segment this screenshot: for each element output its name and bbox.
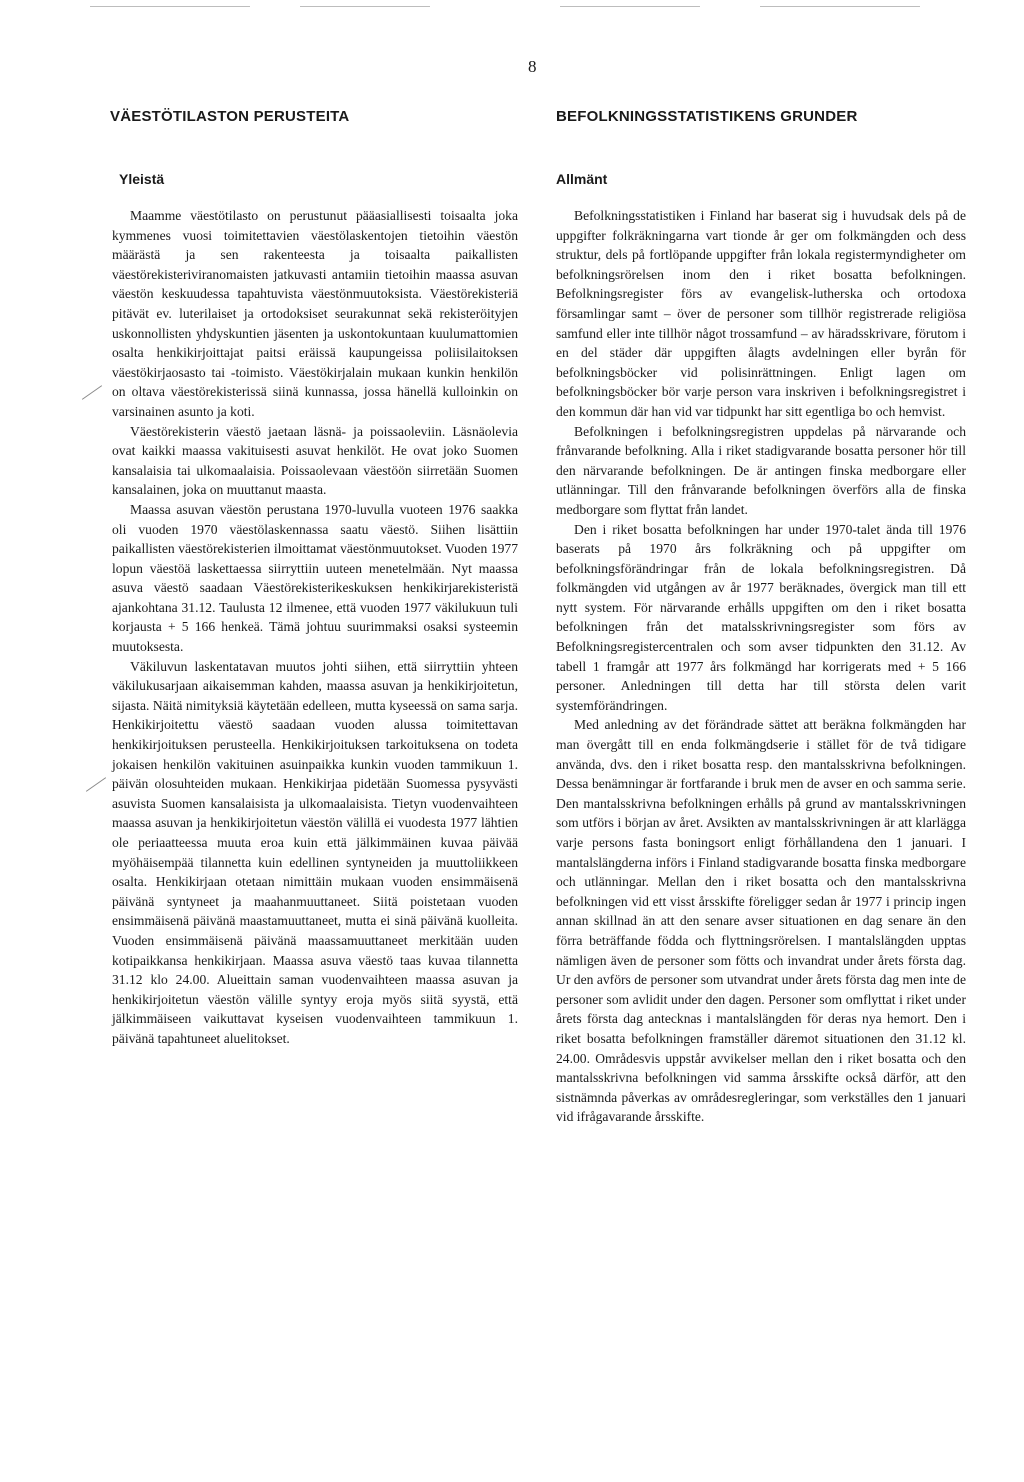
paragraph: Väkiluvun laskentatavan muutos johti siihen, että siirryttiin yhteen väkilukusarjaan aikaisemman kahden, maassa asuvan ja henkikirjoitetun, sijasta. Näitä nimityksiä käytetään edelleen, mutta kyseessä on sama sarja. Henkikirjoitettu väestö saadaan vuoden alussa toimitettavan henkikirjoituksen perusteella. Henkikirjoituksen tarkoituksena on todeta jokaisen henkilön vakituinen asuinpaikka kunkin vuoden tammikuun 1. päivän olosuhteiden mukaan. Henkikirjaa pidetään Suomessa pysyvästi asuvista Suomen kansalaisista ja ulkomaalaisista. Tietyn vuodenvaihteen maassa asuvan ja henkikirjoitetun väestön välillä ei vuodesta 1977 lähtien ole periaatteessa muuta eroa kuin että jälkimmäinen kuvaa päivää myöhäisempää tilannetta kuin edellinen syntyneiden ja muuttoliikkeen osalta. Henkikirjaan otetaan nimittäin mukaan vuoden ensimmäisenä päivänä syntyneet ja maahanmuuttaneet. Siitä poistetaan vuoden ensimmäisenä päivänä maastamuuttaneet, mutta ei sinä päivänä kuolleita. Vuoden ensimmäisenä päivänä maassamuuttaneet merkitään uuden kotipaikkansa henkikirjaan. Maassa asuva väestö taas kuvaa tilannetta 31.12 klo 24.00. Alueittain saman vuodenvaihteen maassa asuvan ja henkikirjoitetun väestön välille syntyy eroja myös siitä syystä, että jälkimmäiseen vaikuttavat kyseisen vuodenvaihteen tammikuun 1. päivänä tapahtuneet aluelitokset.	[112, 658, 518, 1046]
paragraph: Med anledning av det förändrade sättet att beräkna folkmängden har man övergått till en enda folkmängdserie i stället för de två tidigare använda, dvs. den i riket bosatta resp. den mantalsskrivna befolkningen. Dessa benämningar är fortfarande i bruk men de avser en och samma serie. Den mantalsskrivna befolkningen erhålls på grund av mantalsskrivningen som utförs i början av året. Avsikten av mantalsskrivningen är att klarlägga varje persons fasta boningsort enligt förhållandena den 1 januari. I mantalslängderna införs i Finland stadigvarande bosatta finska medborgare och utlänningar. Mellan den i riket bosatta och den mantalsskrivna befolkningen vid ett visst årsskifte föreligger sedan år 1977 i princip ingen annan skillnad än att den senare avser situationen en dag senare än den förra beträffande födda och flyttningsrörelsen. I mantalslängden upptas nämligen även de personer som fötts och invandrat under årets första dag. Ur den avförs de personer som utvandrat under årets första dag men inte de personer som avlidit under den dagen. Personer som omflyttat i riket under årets första dag antecknas i mantalslängden för deras nya hemort. Den i riket bosatta befolkningen framställer däremot situationen den 31.12 kl. 24.00. Områdesvis uppstår avvikelser mellan den i riket bosatta och den mantalsskrivna befolkningen vid samma årsskifte också därför, att den sistnämnda påverkas av områdesregleringar, som verkställes den 1 januari vid ifrågavarande årsskifte.	[556, 717, 966, 1125]
paragraph: Den i riket bosatta befolkningen har under 1970-talet ända till 1976 baserats på 1970 års folkräkning och på uppgifter om befolkningsförändringar från de lokala befolkningsregistren. Då folkmängden vid utgången av år 1977 beräknades, övergick man till ett nytt system. För närvarande erhålls uppgiften om den i riket bosatta befolkningen från det matalsskrivningsregister som förs av Befolkningsregistercentralen och som avser tidpunkten den 31.12. Av tabell 1 framgår att 1977 års folkmängd har korrigerats med + 5 166 personer. Anledningen till detta har till största delen varit systemförändringen.	[556, 521, 966, 713]
scan-edge-line	[760, 6, 920, 7]
paragraph: Maamme väestötilasto on perustunut pääasiallisesti toisaalta joka kymmenes vuosi toimitettavien väestölaskentojen tietoihin väestön määrästä ja sen rakenteesta ja toisaalta paikallisten väestörekisteriviranomaisten jatkuvasti antamiin tietoihin maassa asuvan väestön keskuudessa tapahtuvista väestönmuutoksista. Väestörekisteriä pitävät ev. luterilaiset ja ortodoksiset seurakunnat sekä rekisteröityjen uskonnollisten yhdyskuntien jäsenten ja uskontokuntaan kuulumattomien osalta henkikirjoittajat paitsi eräissä kaupungeissa poliisilaitoksen väestökirjaosasto tai -toimisto. Väestökirjalain mukaan kunkin henkilön on oltava väestörekisterissä siinä kunnassa, jossa hänellä kulloinkin on varsinainen asunto ja koti.	[112, 208, 518, 419]
margin-pen-mark	[82, 385, 102, 400]
paragraph: Befolkningen i befolkningsregistren uppdelas på närvarande och frånvarande befolkning. Alla i riket stadigvarande bosatta personer hör till den närvarande befolkningen. De är antingen finska medborgare eller utlänningar. Till den frånvarande befolkningen överförs alla de finska medborgare som flyttat från landet.	[556, 423, 966, 517]
scan-edge-line	[300, 6, 430, 7]
finnish-column	[112, 108, 518, 1049]
subsection-title-finnish: Yleistä	[119, 171, 165, 187]
paragraph: Maassa asuvan väestön perustana 1970-luvulla vuoteen 1976 saakka oli vuoden 1970 väestölaskennassa saatu väestö. Siihen lisättiin paikallisten väestörekisterien ilmoittamat väestönmuutokset. Vuoden 1977 lopun väestöä laskettaessa siirryttiin uuteen menetelmään. Nyt maassa asuva väestö saadaan Väestörekisterikeskuksen henkikirjarekisteristä ajankohtana 31.12. Taulusta 12 ilmenee, että vuoden 1977 väkilukuun tuli korjausta + 5 166 henkeä. Tämä johtuu suurimmaksi osaksi systeemin muutoksesta.	[112, 501, 518, 655]
margin-pen-mark	[86, 777, 106, 792]
subsection-title-swedish: Allmänt	[556, 171, 608, 187]
scan-edge-line	[90, 6, 250, 7]
paragraph: Väestörekisterin väestö jaetaan läsnä- ja poissaoleviin. Läsnäolevia ovat kaikki maassa vakituisesti asuvat henkilöt. He ovat joko Suomen kansalaisia tai ulkomaalaisia. Poissaolevaan väestöön siirretään Suomen kansalainen, joka on muuttanut maasta.	[112, 423, 518, 498]
section-title-finnish: VÄESTÖTILASTON PERUSTEITA	[110, 108, 350, 125]
scan-edge-line	[560, 6, 700, 7]
section-title-swedish: BEFOLKNINGSSTATISTIKENS GRUNDER	[556, 108, 858, 125]
paragraph: Befolkningsstatistiken i Finland har baserat sig i huvudsak dels på de uppgifter folkräkningarna vart tionde år ger om folkmängden och dess struktur, dels på fortlöpande uppgifter från lokala registermyndigheter om befolkningsrörelsen inom den i riket bosatta befolkningen. Befolkningsregister förs av evangelisk-lutherska och ortodoxa församlingar samt – över de personer som tillhör registrerade religiösa samfund eller inte tillhör något trossamfund – av häradsskrivare, förutom i en del städer där uppgiften ålagts avdelningen eller byrån för befolkningsböcker vid polisinrättningen. Enligt lagen om befolkningsböcker bör varje person vara inskriven i befolkningsregistret i den kommun där han vid var tidpunkt har sitt egentliga bo och hemvist.	[556, 208, 966, 419]
swedish-column	[556, 108, 966, 1127]
page-number: 8	[528, 57, 537, 76]
